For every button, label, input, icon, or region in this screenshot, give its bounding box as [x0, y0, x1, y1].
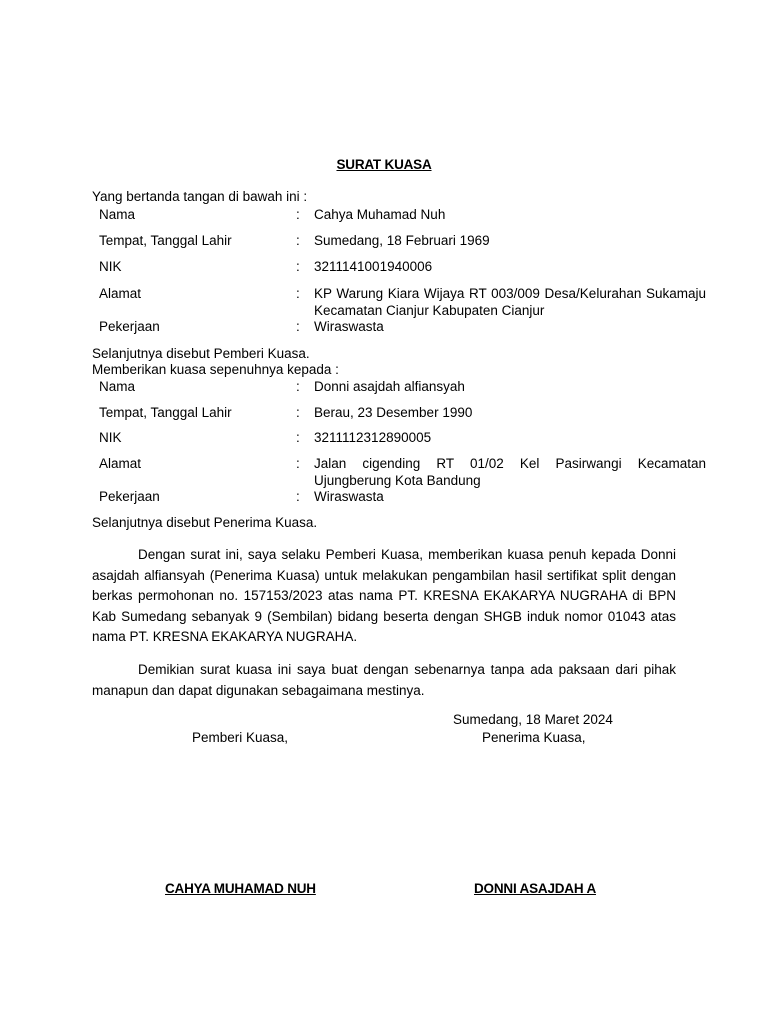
grantor-address-colon: :	[296, 286, 300, 301]
grantor-birth-colon: :	[296, 233, 300, 248]
grantor-sign-name: CAHYA MUHAMAD NUH	[165, 881, 316, 896]
grantor-nik-colon: :	[296, 259, 300, 274]
grantee-birth-value: Berau, 23 Desember 1990	[314, 405, 473, 420]
grantee-nik-colon: :	[296, 430, 300, 445]
body-paragraph-2	[92, 660, 676, 701]
grantor-nik-label: NIK	[99, 259, 122, 274]
grantee-name-value: Donni asajdah alfiansyah	[314, 379, 465, 394]
grantor-sign-label: Pemberi Kuasa,	[192, 730, 289, 745]
intro-text: Yang bertanda tangan di bawah ini :	[92, 189, 308, 204]
body-paragraph-1	[92, 545, 676, 648]
grantor-note: Selanjutnya disebut Pemberi Kuasa.	[92, 346, 310, 361]
grantor-address-label: Alamat	[99, 286, 142, 301]
grantor-job-label: Pekerjaan	[99, 319, 160, 334]
grantee-job-colon: :	[296, 489, 300, 504]
document-title: SURAT KUASA	[336, 157, 432, 172]
place-date: Sumedang, 18 Maret 2024	[453, 712, 613, 727]
grantee-address-colon: :	[296, 456, 300, 471]
grantee-address-value: Jalan cigending RT 01/02 Kel Pasirwangi Kecamatan Ujungberung Kota Bandung	[314, 456, 706, 488]
grantee-name-colon: :	[296, 379, 300, 394]
grantor-job-colon: :	[296, 319, 300, 334]
grantor-address-value: KP Warung Kiara Wijaya RT 003/009 Desa/Kelurahan Sukamaju Kecamatan Cianjur Kabupaten Cianjur	[314, 286, 706, 318]
body-paragraph-2-text: Demikian surat kuasa ini saya buat dengan sebenarnya tanpa ada paksaan dari pihak manapun dan dapat digunakan sebagaimana mestinya.	[92, 662, 676, 698]
grant-intro: Memberikan kuasa sepenuhnya kepada :	[92, 362, 339, 377]
grantor-name-value: Cahya Muhamad Nuh	[314, 207, 446, 222]
grantor-job-value: Wiraswasta	[314, 319, 384, 334]
grantee-job-value: Wiraswasta	[314, 489, 384, 504]
grantee-birth-colon: :	[296, 405, 300, 420]
grantee-note: Selanjutnya disebut Penerima Kuasa.	[92, 515, 318, 530]
grantee-sign-name: DONNI ASAJDAH A	[474, 881, 597, 896]
grantee-address-label: Alamat	[99, 456, 142, 471]
grantor-nik-value: 3211141001940006	[314, 259, 433, 274]
grantor-name-colon: :	[296, 207, 300, 222]
grantee-job-label: Pekerjaan	[99, 489, 160, 504]
grantee-name-label: Nama	[99, 379, 136, 394]
grantee-nik-value: 3211112312890005	[314, 430, 432, 445]
grantee-sign-label: Penerima Kuasa,	[482, 730, 586, 745]
body-paragraph-1-text: Dengan surat ini, saya selaku Pemberi Kuasa, memberikan kuasa penuh kepada Donni asajdah alfiansyah (Penerima Kuasa) untuk melakukan pengambilan hasil sertifikat split dengan berkas permohonan no. 157153/2023 atas nama PT. KRESNA EKAKARYA NUGRAHA di BPN Kab Sumedang sebanyak 9 (Sembilan) bidang beserta dengan SHGB induk nomor 01043 atas nama PT. KRESNA EKAKARYA NUGRAHA.	[92, 547, 676, 644]
grantor-birth-label: Tempat, Tanggal Lahir	[99, 233, 232, 248]
grantor-name-label: Nama	[99, 207, 136, 222]
grantee-nik-label: NIK	[99, 430, 122, 445]
grantor-birth-value: Sumedang, 18 Februari 1969	[314, 233, 490, 248]
grantee-birth-label: Tempat, Tanggal Lahir	[99, 405, 232, 420]
